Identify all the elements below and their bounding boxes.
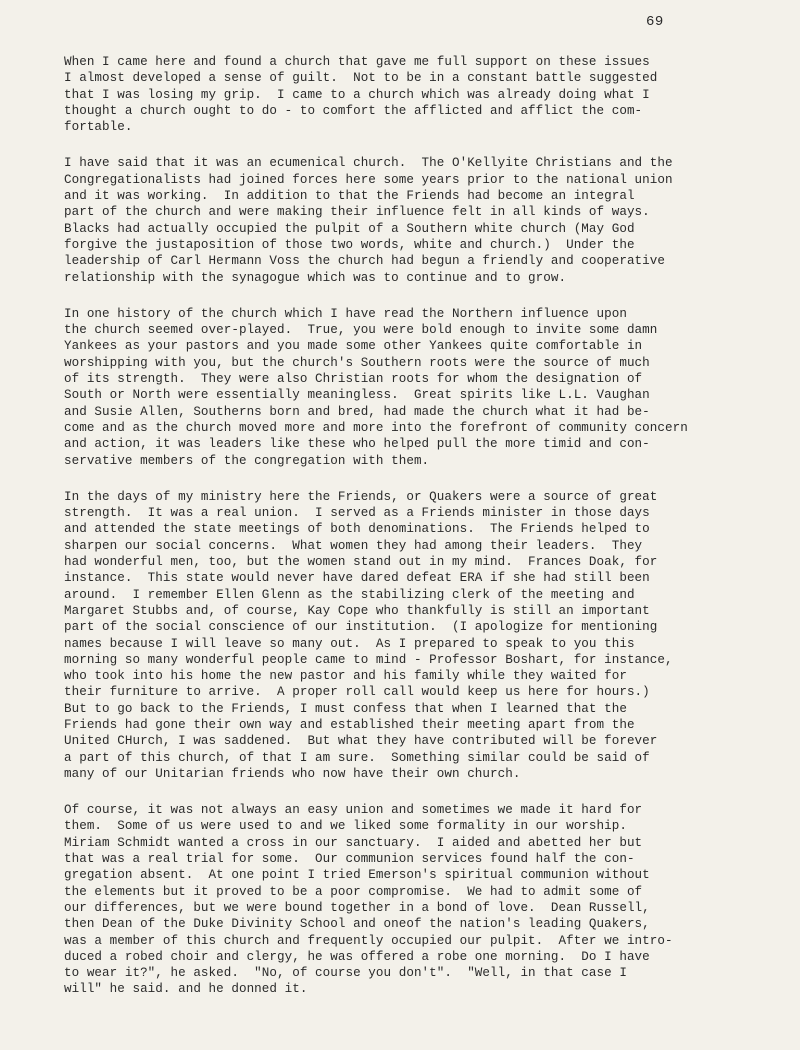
text-line: Miriam Schmidt wanted a cross in our sanctuary. I aided and abetted her but (64, 835, 643, 850)
text-line: worshipping with you, but the church's Southern roots were the source of much (64, 355, 650, 370)
text-line: part of the church and were making their influence felt in all kinds of ways. (64, 205, 650, 220)
text-line: In one history of the church which I have read the Northern influence upon (64, 306, 627, 321)
text-line: names because I will leave so many out. As I prepared to speak to you this (64, 636, 635, 651)
text-line: When I came here and found a church that gave me full support on these issues (64, 55, 650, 69)
text-line: leadership of Carl Hermann Voss the church had begun a friendly and cooperative (64, 254, 665, 269)
text-line: Friends had gone their own way and established their meeting apart from the (64, 717, 635, 732)
text-line: around. I remember Ellen Glenn as the stabilizing clerk of the meeting and (64, 587, 635, 602)
text-line: come and as the church moved more and more into the forefront of community concern (64, 420, 688, 435)
text-line: strength. It was a real union. I served as a Friends minister in those days (64, 506, 650, 521)
text-line: and Susie Allen, Southerns born and bred, had made the church what it had be- (64, 404, 650, 419)
text-line: to wear it?", he asked. "No, of course you don't". "Well, in that case I (64, 966, 627, 981)
text-line: part of the social conscience of our institution. (I apologize for mentioning (64, 620, 658, 635)
paragraph (64, 306, 764, 469)
text-line: instance. This state would never have dared defeat ERA if she had still been (64, 571, 650, 586)
text-line: their furniture to arrive. A proper roll call would keep us here for hours.) (64, 685, 650, 700)
page-number: 69 (646, 14, 664, 30)
body-text (64, 54, 764, 1018)
text-line: thought a church ought to do - to comfort the afflicted and afflict the com- (64, 103, 643, 118)
text-line: servative members of the congregation with them. (64, 453, 430, 468)
text-line: and action, it was leaders like these who helped pull the more timid and con- (64, 437, 650, 452)
text-line: will" he said. and he donned it. (64, 982, 308, 997)
text-line: South or North were essentially meaningless. Great spirits like L.L. Vaughan (64, 388, 650, 403)
text-line: then Dean of the Duke Divinity School and oneof the nation's leading Quakers, (64, 917, 650, 932)
text-line: forgive the justaposition of those two words, white and church.) Under the (64, 237, 635, 252)
text-line: was a member of this church and frequently occupied our pulpit. After we intro- (64, 933, 673, 948)
text-line: and attended the state meetings of both denominations. The Friends helped to (64, 522, 650, 537)
text-line: our differences, but we were bound together in a bond of love. Dean Russell, (64, 900, 650, 915)
text-line: But to go back to the Friends, I must confess that when I learned that the (64, 701, 627, 716)
text-line: relationship with the synagogue which was to continue and to grow. (64, 270, 567, 285)
text-line: gregation absent. At one point I tried Emerson's spiritual communion without (64, 868, 650, 883)
text-line: duced a robed choir and clergy, he was offered a robe one morning. Do I have (64, 949, 650, 964)
text-line: had wonderful men, too, but the women stand out in my mind. Frances Doak, for (64, 555, 658, 570)
paragraph (64, 489, 764, 782)
text-line: Margaret Stubbs and, of course, Kay Cope who thankfully is still an important (64, 603, 650, 618)
text-line: who took into his home the new pastor and his family while they waited for (64, 669, 627, 684)
text-line: I have said that it was an ecumenical church. The O'Kellyite Christians and the (64, 156, 673, 171)
text-line: many of our Unitarian friends who now have their own church. (64, 766, 521, 781)
text-line: them. Some of us were used to and we liked some formality in our worship. (64, 819, 627, 834)
text-line: Blacks had actually occupied the pulpit of a Southern white church (May God (64, 221, 635, 236)
text-line: fortable. (64, 120, 133, 135)
paragraph (64, 54, 764, 135)
text-line: sharpen our social concerns. What women they had among their leaders. They (64, 538, 643, 553)
text-line: that was a real trial for some. Our communion services found half the con- (64, 852, 635, 867)
text-line: Congregationalists had joined forces here some years prior to the national union (64, 172, 673, 187)
paragraph (64, 802, 764, 998)
text-line: Yankees as your pastors and you made some other Yankees quite comfortable in (64, 339, 643, 354)
text-line: and it was working. In addition to that the Friends had become an integral (64, 189, 635, 204)
text-line: a part of this church, of that I am sure. Something similar could be said of (64, 750, 650, 765)
text-line: of its strength. They were also Christian roots for whom the designation of (64, 372, 643, 387)
text-line: In the days of my ministry here the Friends, or Quakers were a source of great (64, 489, 658, 504)
text-line: I almost developed a sense of guilt. Not to be in a constant battle suggested (64, 71, 658, 86)
text-line: the elements but it proved to be a poor compromise. We had to admit some of (64, 884, 643, 899)
text-line: morning so many wonderful people came to mind - Professor Boshart, for instance, (64, 652, 673, 667)
text-line: United CHurch, I was saddened. But what they have contributed will be forever (64, 734, 658, 749)
paragraph (64, 155, 764, 285)
text-line: Of course, it was not always an easy union and sometimes we made it hard for (64, 803, 643, 818)
text-line: that I was losing my grip. I came to a church which was already doing what I (64, 87, 650, 102)
text-line: the church seemed over-played. True, you were bold enough to invite some damn (64, 323, 658, 338)
